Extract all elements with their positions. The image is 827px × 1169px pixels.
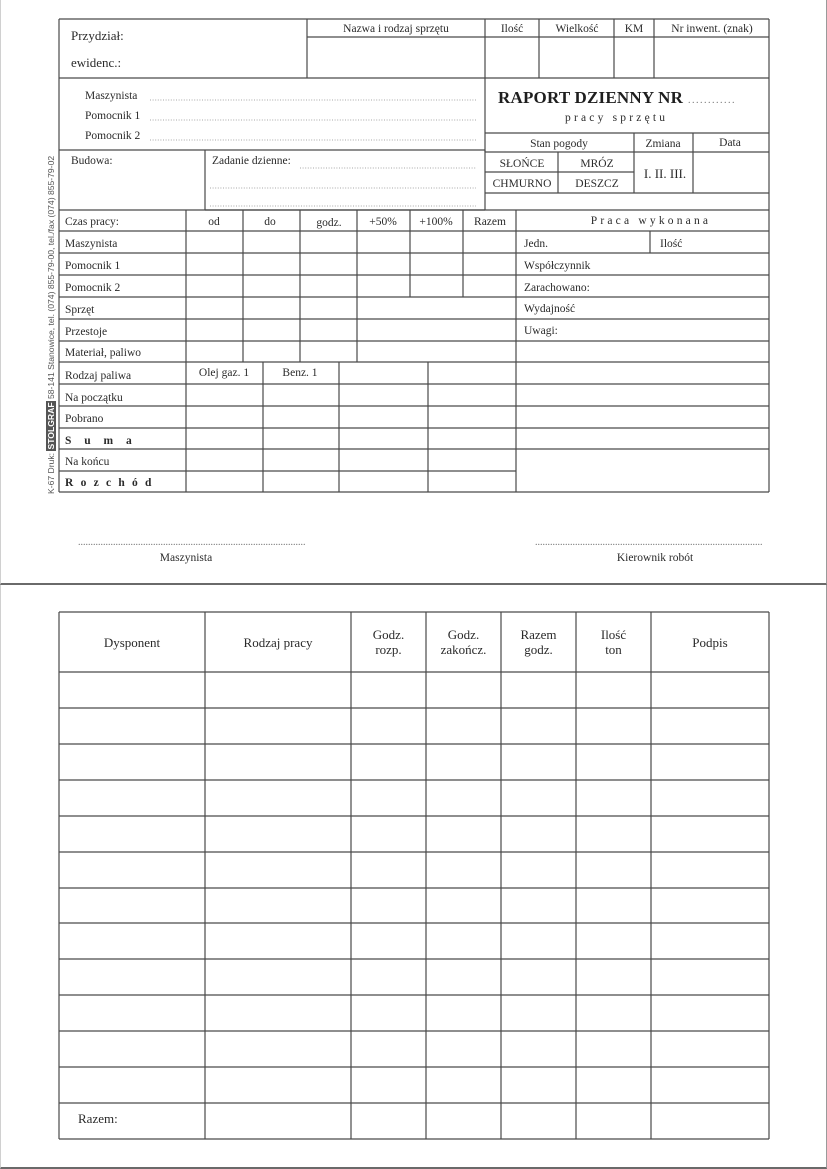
dispatch-table-cell[interactable] [652, 924, 768, 958]
dispatch-table-cell[interactable] [652, 817, 768, 851]
dispatch-table-cell[interactable] [502, 817, 575, 851]
dispatch-table-cell[interactable] [427, 924, 500, 958]
crew-operator-field[interactable] [150, 86, 476, 102]
dispatch-table-cell[interactable] [352, 781, 425, 815]
printer-brand-logo: STOLGRAF [46, 402, 56, 450]
coefficient-label: Współczynnik [524, 260, 591, 272]
dispatch-total-cell[interactable] [427, 1104, 500, 1138]
dispatch-table-cell[interactable] [577, 924, 650, 958]
dispatch-table-cell[interactable] [427, 1032, 500, 1066]
dispatch-table-cell[interactable] [352, 709, 425, 743]
dispatch-table-cell[interactable] [206, 924, 350, 958]
dispatch-table-cell[interactable] [427, 1068, 500, 1102]
col-start-hour-line: rozp. [375, 642, 402, 657]
col-to: do [264, 216, 276, 228]
dispatch-table-cell[interactable] [652, 960, 768, 994]
fuel-type-diesel: Olej gaz. 1 [198, 367, 250, 379]
weather-option-rain[interactable]: DESZCZ [575, 178, 619, 190]
dispatch-table-cell[interactable] [577, 889, 650, 922]
crew-assistant-1-field[interactable] [150, 106, 476, 122]
crew-assistant-2-label: Pomocnik 2 [85, 130, 141, 142]
dispatch-total-label: Razem: [78, 1111, 118, 1126]
dispatch-table-cell[interactable] [206, 673, 350, 707]
dispatch-table-cell[interactable] [427, 709, 500, 743]
crew-assistant-2-field[interactable] [150, 126, 476, 142]
fuel-row-start: Na początku [65, 392, 123, 404]
col-size: Wielkość [555, 23, 599, 35]
fuel-type-header: Rodzaj paliwa [65, 370, 132, 382]
dispatch-table-cell[interactable] [352, 924, 425, 958]
shift-options[interactable]: I. II. III. [643, 166, 687, 181]
dispatch-table-cell[interactable] [502, 889, 575, 922]
col-signature-line: Podpis [692, 634, 728, 650]
dispatch-table-cell[interactable] [502, 1068, 575, 1102]
dispatch-table-cell[interactable] [427, 817, 500, 851]
dispatch-table-cell[interactable] [577, 1032, 650, 1066]
dispatch-total-cell[interactable] [652, 1104, 768, 1138]
dispatch-table-cell[interactable] [352, 996, 425, 1030]
printer-imprint [46, 156, 56, 494]
weather-option-sunny[interactable]: SŁOŃCE [499, 158, 545, 170]
dispatch-table-cell[interactable] [577, 817, 650, 851]
dispatch-table-cell[interactable] [60, 1068, 204, 1102]
dispatch-table-cell[interactable] [352, 960, 425, 994]
dispatch-table-cell[interactable] [352, 817, 425, 851]
dispatch-table-cell[interactable] [652, 853, 768, 887]
dispatch-table-cell[interactable] [652, 745, 768, 779]
dispatch-table-cell[interactable] [206, 745, 350, 779]
dispatch-table-cell[interactable] [652, 1032, 768, 1066]
dispatch-table-cell[interactable] [577, 996, 650, 1030]
dispatch-table-cell[interactable] [206, 1068, 350, 1102]
col-signature [692, 635, 727, 650]
fuel-row-sum: S u m a [65, 435, 137, 447]
dispatch-table-cell[interactable] [60, 817, 204, 851]
dispatch-table-cell[interactable] [502, 781, 575, 815]
dispatch-table-cell[interactable] [352, 673, 425, 707]
crew-assistant-1-label: Pomocnik 1 [85, 110, 141, 122]
dispatch-total-cell[interactable] [502, 1104, 575, 1138]
fuel-type-petrol: Benz. 1 [282, 367, 318, 379]
daily-task-field[interactable] [210, 156, 476, 208]
col-quantity: Ilość [500, 23, 524, 35]
work-row-assistant-1: Pomocnik 1 [65, 260, 121, 272]
dispatch-table-cell[interactable] [206, 781, 350, 815]
przydzial-field[interactable] [150, 20, 306, 77]
dispatch-table-cell[interactable] [206, 853, 350, 887]
dispatch-table-cell[interactable] [502, 853, 575, 887]
ewidenc-label: ewidenc.: [71, 55, 122, 70]
col-total: Razem [474, 216, 506, 228]
dispatch-table-cell[interactable] [652, 673, 768, 707]
signature-manager-line[interactable]: ........................................................................................... [535, 537, 763, 548]
dispatch-table-cell[interactable] [652, 996, 768, 1030]
weather-option-frost[interactable]: MRÓZ [580, 158, 614, 170]
col-tons-line: Ilość [600, 627, 627, 642]
work-row-assistant-2: Pomocnik 2 [65, 282, 121, 294]
signature-operator-line[interactable]: ........................................................................................... [78, 537, 306, 548]
col-hours: godz. [316, 217, 342, 229]
dispatch-table-cell[interactable] [577, 781, 650, 815]
work-row-material-fuel: Materiał, paliwo [65, 347, 142, 359]
dispatch-table-cell[interactable] [502, 709, 575, 743]
dispatch-table-cell[interactable] [60, 960, 204, 994]
daily-task-label: Zadanie dzienne: [212, 155, 291, 167]
size-field[interactable] [540, 38, 613, 77]
dispatch-table-cell[interactable] [577, 1068, 650, 1102]
unit-label: Jedn. [524, 238, 548, 250]
col-equipment-name: Nazwa i rodzaj sprzętu [343, 23, 449, 35]
dispatch-table-cell[interactable] [206, 1032, 350, 1066]
work-done-header: Praca wykonana [590, 215, 712, 227]
dispatch-table-cell[interactable] [206, 960, 350, 994]
dispatch-table-cell[interactable] [60, 709, 204, 743]
dispatch-table-cell[interactable] [652, 709, 768, 743]
dispatch-table-cell[interactable] [60, 924, 204, 958]
dispatch-table-cell[interactable] [652, 781, 768, 815]
fuel-row-consumption: R o z c h ó d [65, 477, 154, 489]
dispatch-table-cell[interactable] [352, 889, 425, 922]
col-plus-50: +50% [369, 216, 397, 228]
dispatch-table-cell[interactable] [352, 1068, 425, 1102]
weather-option-cloudy[interactable]: CHMURNO [492, 178, 552, 190]
charged-label: Zarachowano: [524, 282, 590, 294]
dispatch-table-cell[interactable] [427, 745, 500, 779]
site-field[interactable] [60, 170, 204, 209]
col-tons-line: ton [605, 642, 622, 657]
hp-field[interactable] [615, 38, 653, 77]
col-work-type [244, 635, 313, 650]
col-dispatcher [104, 635, 160, 650]
col-start-hour [373, 627, 404, 657]
shift-header: Zmiana [645, 138, 681, 150]
dispatch-table-cell[interactable] [577, 673, 650, 707]
dispatch-table-cell[interactable] [352, 1032, 425, 1066]
imprint-code: K-67 Druk: [46, 452, 56, 494]
notes-label: Uwagi: [524, 325, 558, 337]
dispatch-table-cell[interactable] [352, 745, 425, 779]
date-field[interactable] [694, 153, 768, 192]
equipment-name-field[interactable] [308, 38, 484, 77]
report-title: RAPORT DZIENNY NR [498, 88, 684, 107]
dispatch-table-cell[interactable] [577, 960, 650, 994]
fuel-row-end: Na końcu [65, 456, 110, 468]
fuel-row-taken: Pobrano [65, 413, 104, 425]
dispatch-table-cell[interactable] [206, 709, 350, 743]
work-row-operator: Maszynista [65, 238, 118, 250]
dispatch-table-cell[interactable] [502, 924, 575, 958]
site-label: Budowa: [71, 155, 113, 167]
signature-manager-label: Kierownik robót [616, 552, 694, 564]
crew-operator-label: Maszynista [85, 90, 138, 102]
dispatch-table-cell[interactable] [60, 745, 204, 779]
imprint-address: 58-141 Stanowice, tel. (074) 855-79-00, tel./fax (074) 855-79-02 [46, 155, 56, 400]
dispatch-table-cell[interactable] [206, 996, 350, 1030]
dispatch-table-cell[interactable] [427, 781, 500, 815]
dispatch-table-cell[interactable] [427, 960, 500, 994]
col-end-hour-line: zakończ. [440, 642, 487, 657]
inventory-no-field[interactable] [655, 38, 768, 77]
col-total-hours-line: godz. [524, 642, 553, 657]
dispatch-table-cell[interactable] [60, 781, 204, 815]
dispatch-table-cell[interactable] [652, 889, 768, 922]
col-from: od [208, 216, 220, 228]
dispatch-table-cell[interactable] [206, 889, 350, 922]
col-inventory-no: Nr inwent. (znak) [671, 23, 753, 35]
report-subtitle: pracy sprzętu [565, 112, 669, 124]
dispatch-table-cell[interactable] [577, 745, 650, 779]
dispatch-table-cell[interactable] [427, 889, 500, 922]
work-row-downtime: Przestoje [65, 326, 108, 338]
work-time-header: Czas pracy: [65, 216, 119, 228]
dispatch-table-cell[interactable] [60, 996, 204, 1030]
dispatch-table-cell[interactable] [502, 1032, 575, 1066]
dispatch-table-cell[interactable] [60, 1032, 204, 1066]
col-end-hour-line: Godz. [447, 627, 480, 642]
dispatch-table-cell[interactable] [60, 889, 204, 922]
dispatch-table-cell[interactable] [60, 673, 204, 707]
col-dispatcher-line: Dysponent [103, 634, 161, 650]
dispatch-total-cell[interactable] [577, 1104, 650, 1138]
work-row-equipment: Sprzęt [65, 304, 95, 316]
dispatch-table-cell[interactable] [577, 853, 650, 887]
weather-header: Stan pogody [530, 138, 588, 150]
quantity-field[interactable] [486, 38, 538, 77]
col-plus-100: +100% [419, 216, 453, 228]
signature-operator-label: Maszynista [159, 552, 213, 564]
dispatch-table-cell[interactable] [352, 853, 425, 887]
dispatch-table-cell[interactable] [502, 960, 575, 994]
dispatch-table-cell[interactable] [652, 1068, 768, 1102]
col-end-hour [441, 627, 487, 657]
col-total-hours-line: Razem [520, 627, 557, 642]
date-header: Data [719, 137, 741, 149]
przydzial-label: Przydział: [71, 28, 124, 43]
dispatch-table-cell[interactable] [577, 709, 650, 743]
dispatch-total-cell[interactable] [206, 1104, 350, 1138]
report-number-dots[interactable]: ............ [688, 95, 736, 106]
dispatch-table-cell[interactable] [427, 673, 500, 707]
dispatch-table-cell[interactable] [60, 853, 204, 887]
dispatch-table-cell[interactable] [502, 996, 575, 1030]
dispatch-table-cell[interactable] [427, 853, 500, 887]
dispatch-table-cell[interactable] [206, 817, 350, 851]
col-tons [601, 627, 626, 657]
efficiency-label: Wydajność [524, 303, 576, 315]
col-total-hours [520, 627, 556, 657]
dispatch-table-cell[interactable] [502, 745, 575, 779]
col-hp: KM [624, 23, 644, 35]
work-qty-label: Ilość [660, 238, 683, 250]
col-start-hour-line: Godz. [372, 627, 405, 642]
dispatch-table-cell[interactable] [427, 996, 500, 1030]
dispatch-table-cell[interactable] [502, 673, 575, 707]
dispatch-total-cell[interactable] [352, 1104, 425, 1138]
col-work-type-line: Rodzaj pracy [243, 634, 313, 650]
